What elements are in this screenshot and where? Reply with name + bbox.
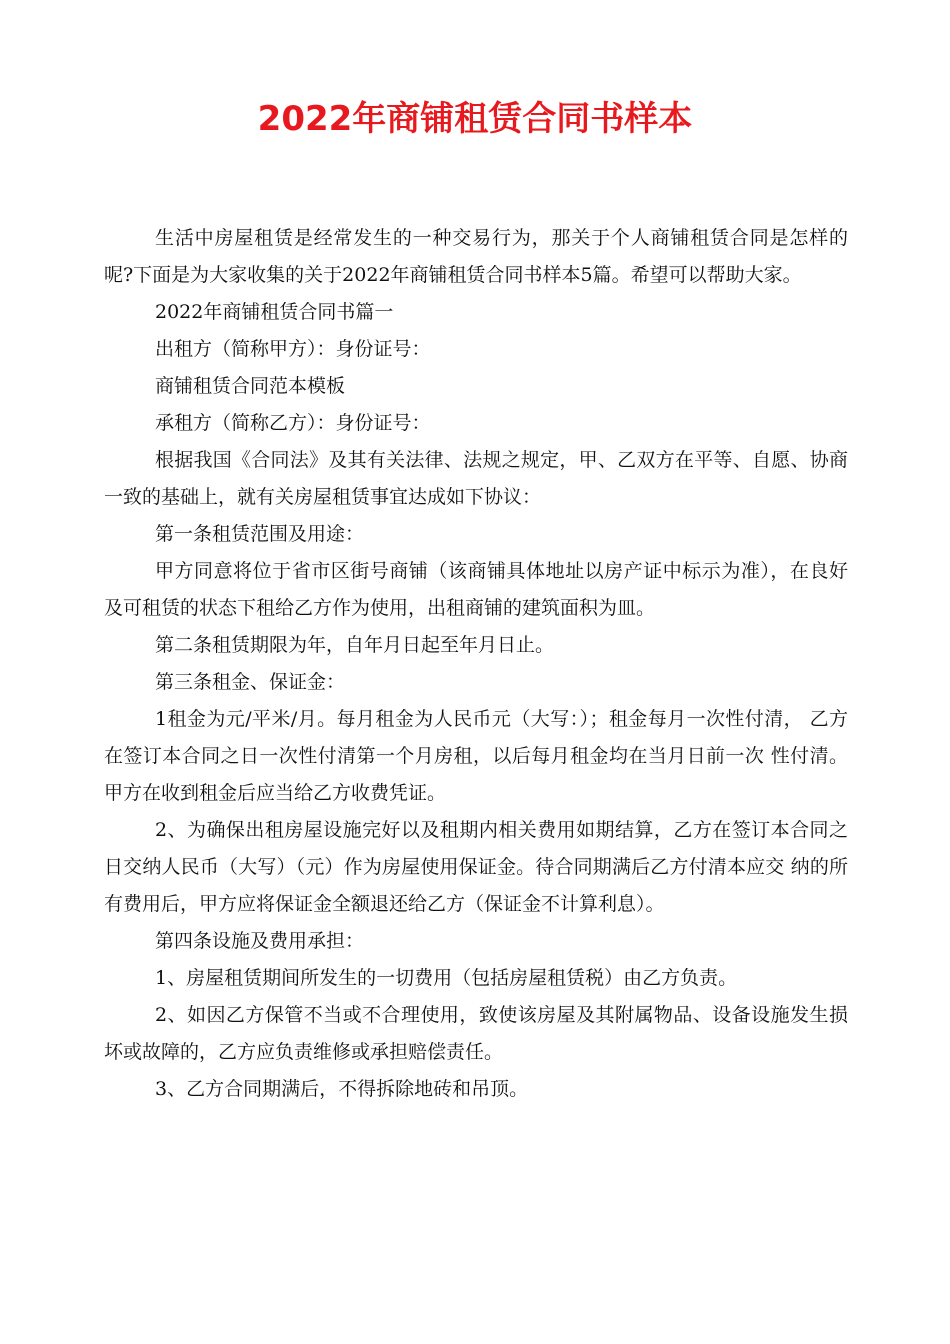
document-title: 2022年商铺租赁合同书样本 [257,99,693,139]
paragraph-article-1-heading: 第一条租赁范围及用途： [155,523,365,545]
paragraph-section-heading: 2022年商铺租赁合同书篇一 [155,301,394,323]
paragraph-article-3-item-2: 2、为确保出租房屋设施完好以及租期内相关费用如期结算，乙方在签订本合同之日交纳人民币（大写）（元）作为房屋使用保证金。待合同期满后乙方付清本应交 纳的所有费用后，甲方应将保证金全额退还给乙方（保证金不计算利息）。 [104,819,848,915]
paragraph-article-4-item-1: 1、房屋租赁期间所发生的一切费用（包括房屋租赁税）由乙方负责。 [155,967,738,989]
paragraph-lessor: 出租方（简称甲方）：身份证号： [155,338,431,360]
paragraph-article-3-item-1: 1租金为元/平米/月。每月租金为人民币元（大写：）；租金每月一次性付清， 乙方在签订本合同之日一次性付清第一个月房租，以后每月租金均在当月日前一次 性付清。甲方在收到租金后应当给乙方收费凭证。 [104,708,848,804]
paragraph-article-4-item-3: 3、乙方合同期满后，不得拆除地砖和吊顶。 [155,1078,529,1100]
paragraph-article-4-heading: 第四条设施及费用承担： [155,930,365,952]
paragraph-intro: 生活中房屋租赁是经常发生的一种交易行为，那关于个人商铺租赁合同是怎样的呢?下面是为大家收集的关于2022年商铺租赁合同书样本5篇。希望可以帮助大家。 [104,227,848,286]
paragraph-article-2: 第二条租赁期限为年，自年月日起至年月日止。 [155,634,555,656]
paragraph-article-1-body: 甲方同意将位于省市区街号商铺（该商铺具体地址以房产证中标示为准），在良好及可租赁的状态下租给乙方作为使用，出租商铺的建筑面积为皿。 [104,560,848,619]
document-body [104,220,848,1108]
paragraph-preamble: 根据我国《合同法》及其有关法律、法规之规定，甲、乙双方在平等、自愿、协商一致的基础上，就有关房屋租赁事宜达成如下协议： [104,449,848,508]
paragraph-lessee: 承租方（简称乙方）：身份证号： [155,412,431,434]
paragraph-article-4-item-2: 2、如因乙方保管不当或不合理使用，致使该房屋及其附属物品、设备设施发生损坏或故障的，乙方应负责维修或承担赔偿责任。 [104,1004,848,1063]
paragraph-template-name: 商铺租赁合同范本模板 [155,375,346,397]
paragraph-article-3-heading: 第三条租金、保证金： [155,671,346,693]
